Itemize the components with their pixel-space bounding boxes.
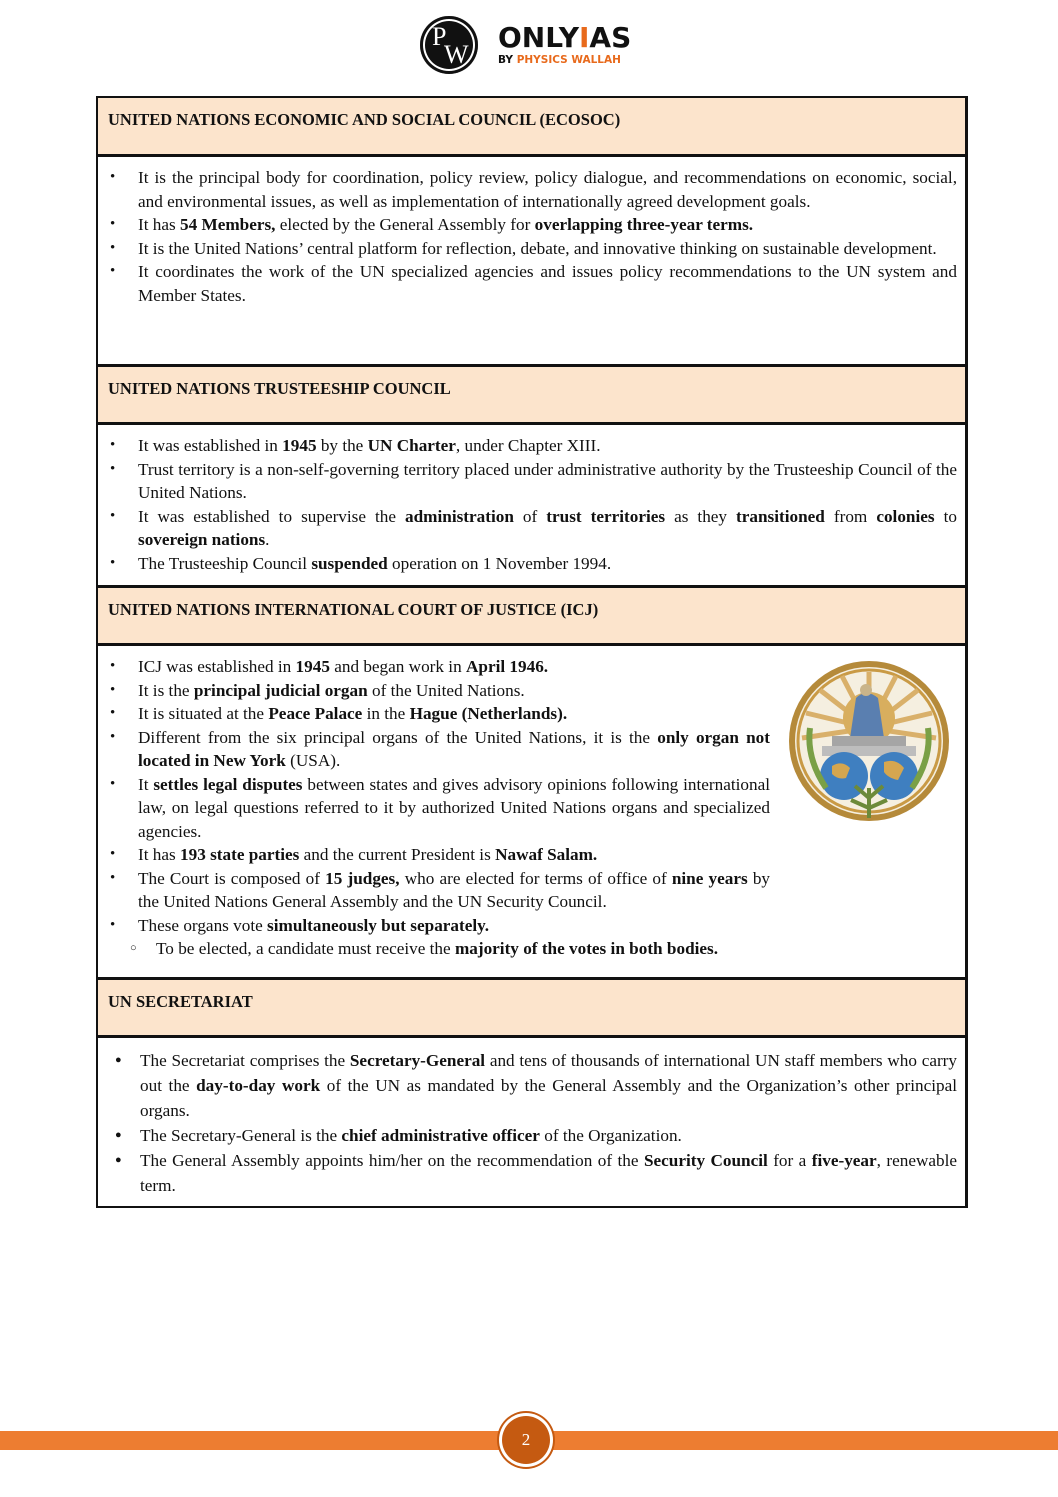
section-body-trusteeship <box>98 434 965 575</box>
list-item: • It was established to supervise the administration of trust territories as they transitioned from colonies to sovereign nations. <box>98 505 965 552</box>
page-number-badge: 2 <box>502 1416 550 1464</box>
bullet-list <box>98 1048 965 1198</box>
list-item: • It is the principal judicial organ of the United Nations. <box>98 679 965 703</box>
brand-name: ONLYIAS <box>498 21 632 55</box>
section-heading-secretariat: UN SECRETARIAT <box>98 977 965 1038</box>
list-item: • It coordinates the work of the UN specialized agencies and issues policy recommendations to the UN system and Member States. <box>98 260 965 307</box>
list-item: • It settles legal disputes between states and gives advisory opinions following international law, on legal questions referred to it by authorized United Nations organs and specialized agencies. <box>98 773 965 844</box>
list-item: • Different from the six principal organs of the United Nations, it is the only organ not located in New York (USA). <box>98 726 965 773</box>
list-item: • It has 54 Members, elected by the General Assembly for overlapping three-year terms. <box>98 213 965 237</box>
list-item: ● The Secretary-General is the chief administrative officer of the Organization. <box>98 1123 965 1148</box>
pw-monogram-icon: P W <box>420 16 478 74</box>
brand-subtitle: BY PHYSICS WALLAH <box>498 54 621 67</box>
list-item: • It is situated at the Peace Palace in the Hague (Netherlands). <box>98 702 965 726</box>
list-item: • The Trusteeship Council suspended operation on 1 November 1994. <box>98 552 965 576</box>
brand-logo <box>420 14 640 76</box>
list-item: • The Court is composed of 15 judges, who are elected for terms of office of nine years by the United Nations General Assembly and the UN Security Council. <box>98 867 965 914</box>
section-heading-icj: UNITED NATIONS INTERNATIONAL COURT OF JUSTICE (ICJ) <box>98 585 965 646</box>
list-item: • It is the principal body for coordination, policy review, policy dialogue, and recommendations on economic, social, and environmental issues, as well as implementation of internationally agreed development goals. <box>98 166 965 213</box>
section-body-secretariat <box>98 1048 965 1198</box>
sub-list-item: ○ To be elected, a candidate must receive the majority of the votes in both bodies. <box>98 937 965 961</box>
icj-emblem-image <box>786 658 952 824</box>
section-body-ecosoc <box>98 166 965 307</box>
content-table <box>96 96 968 1208</box>
list-item: • Trust territory is a non-self-governing territory placed under administrative authority by the Trusteeship Council of the United Nations. <box>98 458 965 505</box>
section-heading-trusteeship: UNITED NATIONS TRUSTEESHIP COUNCIL <box>98 364 965 425</box>
list-item: • ICJ was established in 1945 and began work in April 1946. <box>98 655 965 679</box>
list-item: ● The Secretariat comprises the Secretary-General and tens of thousands of international UN staff members who carry out the day-to-day work of the UN as mandated by the General Assembly and the Organization’s other principal organs. <box>98 1048 965 1123</box>
list-item: ● The General Assembly appoints him/her on the recommendation of the Security Council for a five-year, renewable term. <box>98 1148 965 1198</box>
bullet-list <box>98 434 965 575</box>
list-item: • It is the United Nations’ central platform for reflection, debate, and innovative thinking on sustainable development. <box>98 237 965 261</box>
bullet-list <box>98 166 965 307</box>
list-item: • It has 193 state parties and the current President is Nawaf Salam. <box>98 843 965 867</box>
list-item: • It was established in 1945 by the UN Charter, under Chapter XIII. <box>98 434 965 458</box>
list-item: • These organs vote simultaneously but separately. <box>98 914 965 938</box>
section-heading-ecosoc: UNITED NATIONS ECONOMIC AND SOCIAL COUNCIL (ECOSOC) <box>98 98 965 157</box>
brand-wordmark <box>498 21 632 67</box>
